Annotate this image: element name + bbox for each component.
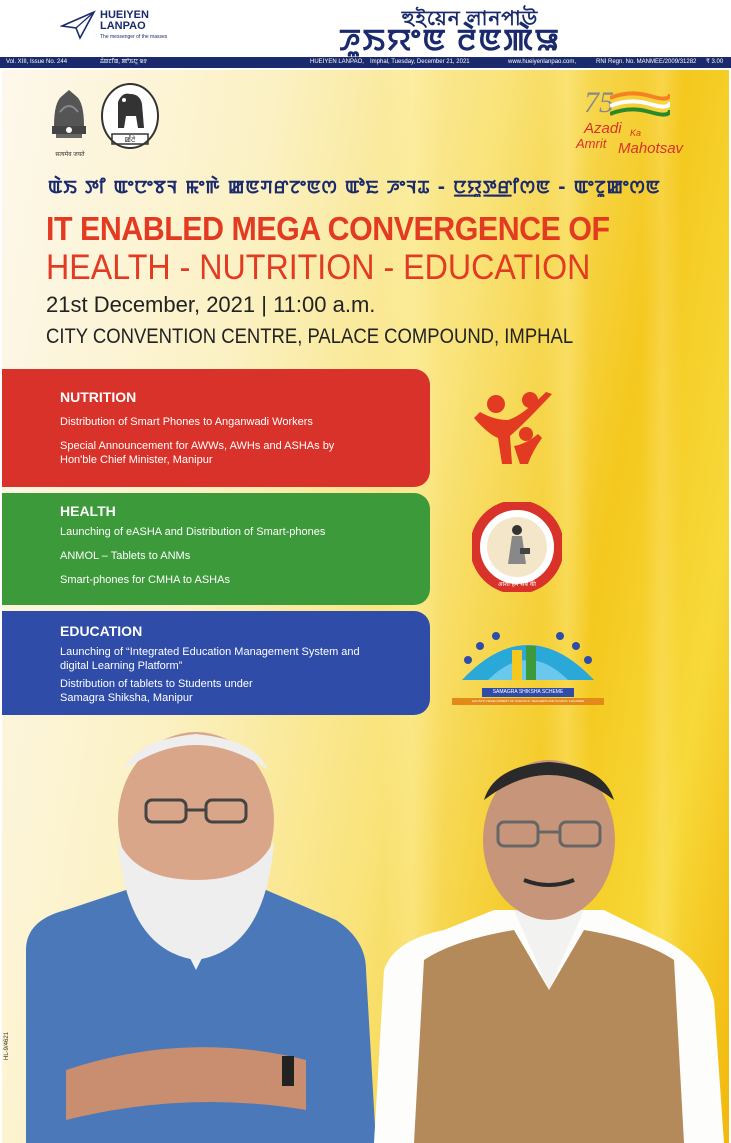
place-date: Imphal, Tuesday, December 21, 2021 [370, 59, 470, 65]
flag-wave-icon [610, 90, 670, 120]
logo-tagline: The messenger of the masses [100, 34, 168, 40]
nutrition-title: NUTRITION [60, 389, 137, 405]
paper-name: HUEIYEN LANPAO, [310, 59, 364, 65]
headline-primary: IT ENABLED MEGA CONVERGENCE OF [46, 210, 610, 247]
event-date-time: 21st December, 2021 | 11:00 a.m. [46, 292, 376, 317]
education-panel [2, 611, 430, 715]
asha-tagline: आशा हम सब की [498, 581, 536, 588]
health-item: ANMOL – Tablets to ANMs [60, 550, 191, 562]
samagra-shiksha-icon [448, 620, 608, 692]
newspaper-logo[interactable] [60, 6, 180, 46]
education-item: Distribution of tablets to Students under Samagra Shiksha, Manipur [60, 678, 253, 704]
masthead-title-bengali: হুইয়েন লানপাউ [401, 8, 539, 30]
event-venue: CITY CONVENTION CENTRE, PALACE COMPOUND, IMPHAL [46, 325, 574, 348]
samagra-shiksha-logo [448, 620, 608, 710]
website[interactable]: www.hueiyenlanpao.com, [508, 59, 577, 65]
volume-issue: Vol. XIII, Issue No. 244 [6, 59, 68, 65]
azadi-ka-amrit-mahotsav-logo [570, 82, 684, 162]
azadi-ka: Ka [630, 128, 642, 138]
samagra-label: SAMAGRA SHIKSHA SCHEME [482, 688, 574, 697]
logo-name: HUEIYEN LANPAO [100, 9, 149, 32]
masthead-title-meetei: ꯍꯨꯏꯌꯦꯟ ꯂꯥꯟꯄꯥꯎ [339, 24, 561, 57]
chief-minister-photo [374, 760, 724, 1143]
prime-minister-photo [6, 730, 386, 1143]
education-item: Launching of “Integrated Education Management System and digital Learning Platform” [60, 646, 360, 672]
national-emblem-icon [44, 82, 94, 154]
kangla-caption: ꯀꯪꯂꯥ [124, 136, 136, 144]
amrit-text: Amrit [576, 136, 607, 151]
nutrition-family-icon [468, 390, 558, 470]
samagra-subtitle: HOLISTIC DEVELOPMENT OF SCHOOLS, TEACHERS AND SCHOOL CHILDREN [452, 698, 604, 705]
health-title: HEALTH [60, 503, 116, 519]
nutrition-item: Distribution of Smart Phones to Anganwadi Workers [60, 416, 313, 428]
nutrition-panel [2, 369, 430, 487]
azadi-text: Azadi [584, 120, 622, 137]
advertisement [2, 70, 729, 1143]
nutrition-item: Special Announcement for AWWs, AWHs and ASHAs by Hon'ble Chief Minister, Manipur [60, 440, 335, 466]
health-item: Launching of eASHA and Distribution of Smart-phones [60, 526, 326, 538]
paper-bird-icon [60, 8, 96, 42]
price: ₹ 3.00 [706, 59, 724, 65]
meetei-date: ꯊꯥꯡꯖꯤꯡ, ꯄꯣꯢꯅꯨ ꯲꯱ [100, 59, 147, 65]
education-title: EDUCATION [60, 623, 143, 639]
info-bar [0, 57, 731, 68]
rni-number: RNI Regn. No. MANMEE/2009/31282 [596, 59, 697, 65]
azadi-number: 75 [584, 86, 614, 119]
mahotsav-text: Mahotsav [618, 140, 684, 157]
headline-secondary: HEALTH - NUTRITION - EDUCATION [46, 248, 591, 287]
masthead [0, 0, 731, 56]
emblem-caption: सत्यमेव जयते [55, 152, 85, 158]
asha-logo-icon [472, 502, 562, 592]
kangla-sa-icon [100, 82, 160, 156]
ad-code: HL-9/4621 [4, 1031, 10, 1060]
health-panel [2, 493, 430, 605]
meetei-heading: ꯑꯥꯏ ꯇꯤ ꯑꯦꯅꯦꯕꯜ ꯃꯦꯒꯥ ꯀꯟꯚꯔꯖꯦꯟꯁ ꯑꯣꯐ ꯍꯦꯜꯊ - ꯅ꯭ꯌꯨꯇ꯭ꯔꯤꯁꯟ - ꯑꯦꯖꯨꯀꯦꯁꯟ [48, 177, 661, 198]
health-item: Smart-phones for CMHA to ASHAs [60, 574, 230, 586]
